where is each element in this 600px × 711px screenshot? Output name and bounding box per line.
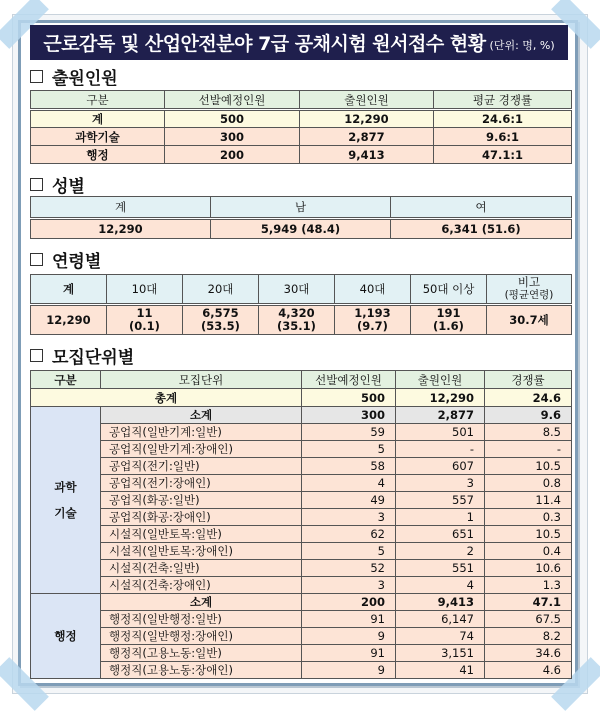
table-row [31, 146, 572, 164]
cell: 9,413 [396, 594, 485, 611]
cell: 651 [396, 526, 485, 543]
table-row-total [31, 110, 572, 128]
cell: 4.6 [485, 662, 572, 679]
category-cell-science [31, 407, 101, 594]
column-header: 선발예정인원 [302, 371, 396, 389]
cell: 58 [302, 458, 396, 475]
cell: 공업직(일반기계:일반) [101, 424, 302, 441]
cell: 500 [165, 110, 300, 128]
cell: 공업직(화공:일반) [101, 492, 302, 509]
category-label: 기술 [54, 506, 77, 520]
table-row-subtotal [31, 407, 572, 424]
cell: 12,290 [396, 389, 485, 407]
table-row [31, 662, 572, 679]
table-row [31, 219, 572, 239]
cell: 300 [302, 407, 396, 424]
count: 1,193 [354, 306, 391, 320]
note-header-line2: (평균연령) [504, 289, 554, 301]
cell: 52 [302, 560, 396, 577]
cell: 91 [302, 611, 396, 628]
gender-table [30, 196, 572, 239]
cell: 3 [302, 577, 396, 594]
cell: 200 [302, 594, 396, 611]
column-header-note [487, 275, 572, 305]
cell: 10.6 [485, 560, 572, 577]
note-header-line1: 비고 [517, 275, 541, 289]
percent: (0.1) [129, 319, 160, 333]
category-label: 행정 [54, 629, 77, 643]
cell: 200 [165, 146, 300, 164]
cell: 34.6 [485, 645, 572, 662]
cell: 551 [396, 560, 485, 577]
cell: 6,341 (51.6) [391, 219, 572, 239]
table-row [31, 560, 572, 577]
cell: 행정직(고용노동:장애인) [101, 662, 302, 679]
table-row [31, 577, 572, 594]
column-header: 계 [31, 197, 211, 219]
table-header-row [31, 275, 572, 305]
category-cell-admin [31, 594, 101, 679]
cell: 과학기술 [31, 128, 165, 146]
cell [411, 305, 487, 335]
cell: 1 [396, 509, 485, 526]
cell: 49 [302, 492, 396, 509]
cell: 0.8 [485, 475, 572, 492]
column-header: 출원인원 [300, 91, 434, 110]
cell [107, 305, 183, 335]
cell: 47.1 [485, 594, 572, 611]
cell: 소계 [101, 407, 302, 424]
cell: 24.6:1 [434, 110, 572, 128]
cell [335, 305, 411, 335]
cell: 시설직(일반토목:일반) [101, 526, 302, 543]
checkbox-square-icon [30, 253, 43, 266]
cell: 3,151 [396, 645, 485, 662]
count: 6,575 [202, 306, 239, 320]
cell: 4 [396, 577, 485, 594]
cell: 62 [302, 526, 396, 543]
table-row [31, 628, 572, 645]
category-label: 과학 [54, 480, 77, 494]
table-row [31, 645, 572, 662]
cell: 47.1:1 [434, 146, 572, 164]
cell: 5,949 (48.4) [211, 219, 391, 239]
checkbox-square-icon [30, 178, 43, 191]
cell: 1.3 [485, 577, 572, 594]
checkbox-square-icon [30, 349, 43, 362]
column-header: 20대 [183, 275, 259, 305]
column-header: 평균 경쟁률 [434, 91, 572, 110]
column-header: 40대 [335, 275, 411, 305]
applicants-table [30, 90, 572, 164]
title-bar [30, 25, 568, 60]
table-row [31, 475, 572, 492]
cell: 3 [302, 509, 396, 526]
section-heading-applicants [30, 64, 118, 89]
table-row-subtotal [31, 594, 572, 611]
percent: (9.7) [357, 319, 388, 333]
units-table [30, 370, 572, 679]
cell: 501 [396, 424, 485, 441]
cell: 500 [302, 389, 396, 407]
column-header: 남 [211, 197, 391, 219]
cell: 9 [302, 662, 396, 679]
column-header: 구분 [31, 91, 165, 110]
column-header: 30대 [259, 275, 335, 305]
table-row [31, 611, 572, 628]
section-title: 연령별 [52, 252, 102, 272]
cell: 5 [302, 441, 396, 458]
cell: 3 [396, 475, 485, 492]
cell: 300 [165, 128, 300, 146]
column-header: 경쟁률 [485, 371, 572, 389]
section-title: 성별 [52, 177, 85, 197]
column-header: 모집단위 [101, 371, 302, 389]
table-header-row [31, 197, 572, 219]
cell: 12,290 [31, 305, 107, 335]
cell: 2 [396, 543, 485, 560]
cell: 2,877 [396, 407, 485, 424]
column-header: 50대 이상 [411, 275, 487, 305]
cell: 607 [396, 458, 485, 475]
cell: 12,290 [300, 110, 434, 128]
page-title: 근로감독 및 산업안전분야 7급 공채시험 원서접수 현황 [43, 33, 486, 55]
cell: 9,413 [300, 146, 434, 164]
cell: - [396, 441, 485, 458]
cell: 24.6 [485, 389, 572, 407]
table-row [31, 424, 572, 441]
cell: 59 [302, 424, 396, 441]
cell: 91 [302, 645, 396, 662]
section-title: 모집단위별 [52, 348, 135, 368]
section-heading-units [30, 343, 134, 368]
cell: 시설직(일반토목:장애인) [101, 543, 302, 560]
table-row [31, 441, 572, 458]
cell: 2,877 [300, 128, 434, 146]
column-header: 출원인원 [396, 371, 485, 389]
table-row [31, 543, 572, 560]
table-row [31, 509, 572, 526]
cell: 시설직(건축:일반) [101, 560, 302, 577]
column-header: 선발예정인원 [165, 91, 300, 110]
table-row [31, 526, 572, 543]
cell: 74 [396, 628, 485, 645]
column-header: 여 [391, 197, 572, 219]
age-table [30, 274, 572, 335]
table-row-grand-total [31, 389, 572, 407]
cell: 행정직(고용노동:일반) [101, 645, 302, 662]
cell: 557 [396, 492, 485, 509]
cell: 8.5 [485, 424, 572, 441]
cell: 9.6 [485, 407, 572, 424]
cell: 계 [31, 110, 165, 128]
cell: 8.2 [485, 628, 572, 645]
cell [183, 305, 259, 335]
table-row [31, 128, 572, 146]
cell: 9 [302, 628, 396, 645]
cell: 5 [302, 543, 396, 560]
cell: 9.6:1 [434, 128, 572, 146]
checkbox-square-icon [30, 70, 43, 83]
column-header: 10대 [107, 275, 183, 305]
cell: 12,290 [31, 219, 211, 239]
table-row [31, 305, 572, 335]
table-header-row [31, 371, 572, 389]
table-row [31, 492, 572, 509]
table-row [31, 458, 572, 475]
percent: (35.1) [277, 319, 316, 333]
section-title: 출원인원 [52, 69, 118, 89]
cell: 공업직(전기:장애인) [101, 475, 302, 492]
section-heading-gender [30, 172, 85, 197]
cell: 10.5 [485, 458, 572, 475]
cell: 11.4 [485, 492, 572, 509]
count: 11 [136, 306, 153, 320]
cell: 공업직(일반기계:장애인) [101, 441, 302, 458]
percent: (1.6) [433, 319, 464, 333]
percent: (53.5) [201, 319, 240, 333]
cell: 4 [302, 475, 396, 492]
cell: 행정직(일반행정:일반) [101, 611, 302, 628]
cell: 10.5 [485, 526, 572, 543]
count: 191 [436, 306, 461, 320]
cell: - [485, 441, 572, 458]
count: 4,320 [278, 306, 315, 320]
cell: 행정 [31, 146, 165, 164]
cell [259, 305, 335, 335]
cell: 시설직(건축:장애인) [101, 577, 302, 594]
cell: 공업직(화공:장애인) [101, 509, 302, 526]
cell: 6,147 [396, 611, 485, 628]
column-header: 구분 [31, 371, 101, 389]
cell: 67.5 [485, 611, 572, 628]
cell: 소계 [101, 594, 302, 611]
cell: 41 [396, 662, 485, 679]
cell: 0.4 [485, 543, 572, 560]
average-age: 30.7세 [487, 305, 572, 335]
cell: 행정직(일반행정:장애인) [101, 628, 302, 645]
cell: 공업직(전기:일반) [101, 458, 302, 475]
table-header-row [31, 91, 572, 110]
column-header: 계 [31, 275, 107, 305]
cell: 총계 [31, 389, 302, 407]
section-heading-age [30, 247, 101, 272]
cell: 0.3 [485, 509, 572, 526]
unit-note: (단위: 명, %) [489, 38, 555, 52]
